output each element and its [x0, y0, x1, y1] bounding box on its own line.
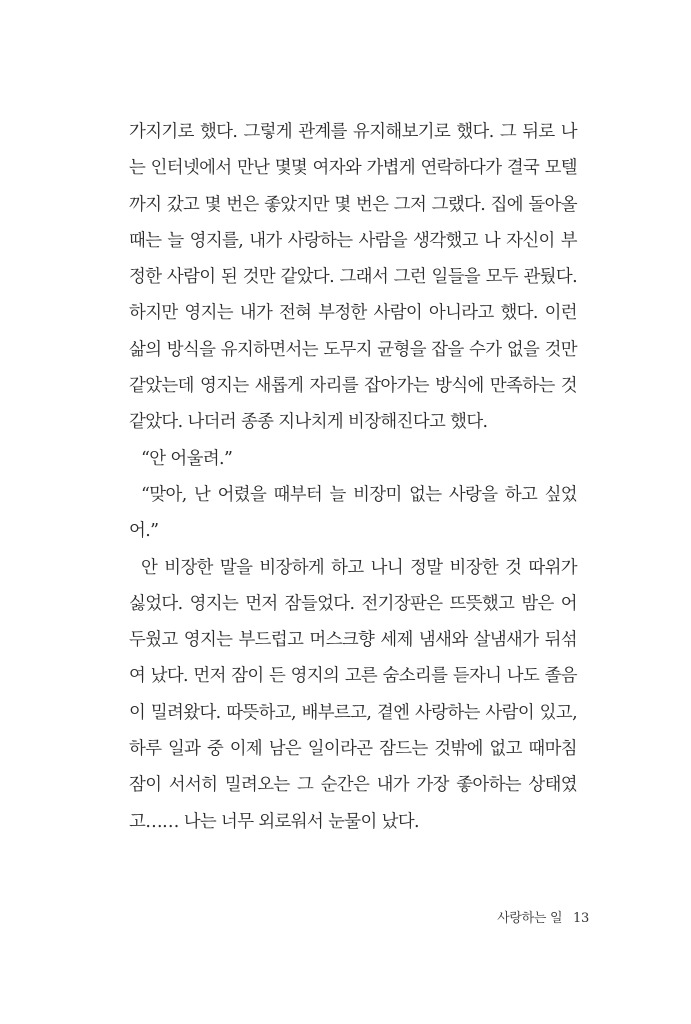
text-line: 하지만 영지는 내가 전혀 부정한 사람이 아니라고 했다. 이런 — [129, 303, 577, 324]
dialogue-paragraph-1 — [129, 441, 577, 477]
text-line: “안 어울려.” — [141, 448, 233, 469]
text-line: 여 났다. 먼저 잠이 든 영지의 고른 숨소리를 듣자니 나도 졸음 — [129, 666, 577, 687]
text-line: 어.” — [129, 521, 159, 542]
text-line: “맞아, 난 어렸을 때부터 늘 비장미 없는 사랑을 하고 싶었 — [141, 484, 577, 505]
page-body — [129, 114, 577, 840]
text-line: 안 비장한 말을 비장하게 하고 나니 정말 비장한 것 따위가 — [141, 557, 577, 578]
page-number: 13 — [573, 911, 589, 926]
dialogue-paragraph-2 — [129, 477, 577, 550]
paragraph-1 — [129, 114, 577, 441]
text-line: 같았는데 영지는 새롭게 자리를 잡아가는 방식에 만족하는 것 — [129, 376, 577, 397]
text-line: 하루 일과 중 이제 남은 일이라곤 잠드는 것밖에 없고 때마침 — [129, 739, 577, 760]
text-line: 가지기로 했다. 그렇게 관계를 유지해보기로 했다. 그 뒤로 나 — [129, 122, 577, 142]
text-line: 때는 늘 영지를, 내가 사랑하는 사람을 생각했고 나 자신이 부 — [129, 230, 577, 251]
paragraph-4 — [129, 550, 577, 840]
text-line: 고…… 나는 너무 외로워서 눈물이 났다. — [129, 811, 419, 832]
text-line: 정한 사람이 된 것만 같았다. 그래서 그런 일들을 모두 관뒀다. — [129, 267, 577, 288]
text-line: 두웠고 영지는 부드럽고 머스크향 세제 냄새와 살냄새가 뒤섞 — [129, 630, 577, 651]
text-line: 싫었다. 영지는 먼저 잠들었다. 전기장판은 뜨뜻했고 밤은 어 — [129, 593, 577, 614]
text-line: 이 밀려왔다. 따뜻하고, 배부르고, 곁엔 사랑하는 사람이 있고, — [129, 702, 577, 723]
page-footer — [497, 907, 589, 926]
text-line: 삶의 방식을 유지하면서는 도무지 균형을 잡을 수가 없을 것만 — [129, 339, 577, 360]
text-line: 는 인터넷에서 만난 몇몇 여자와 가볍게 연락하다가 결국 모텔 — [129, 158, 577, 179]
text-line: 까지 갔고 몇 번은 좋았지만 몇 번은 그저 그랬다. 집에 돌아올 — [129, 194, 577, 215]
running-title: 사랑하는 일 — [497, 911, 563, 926]
text-line: 같았다. 나더러 종종 지나치게 비장해진다고 했다. — [129, 412, 488, 433]
text-line: 잠이 서서히 밀려오는 그 순간은 내가 가장 좋아하는 상태였 — [129, 775, 577, 796]
